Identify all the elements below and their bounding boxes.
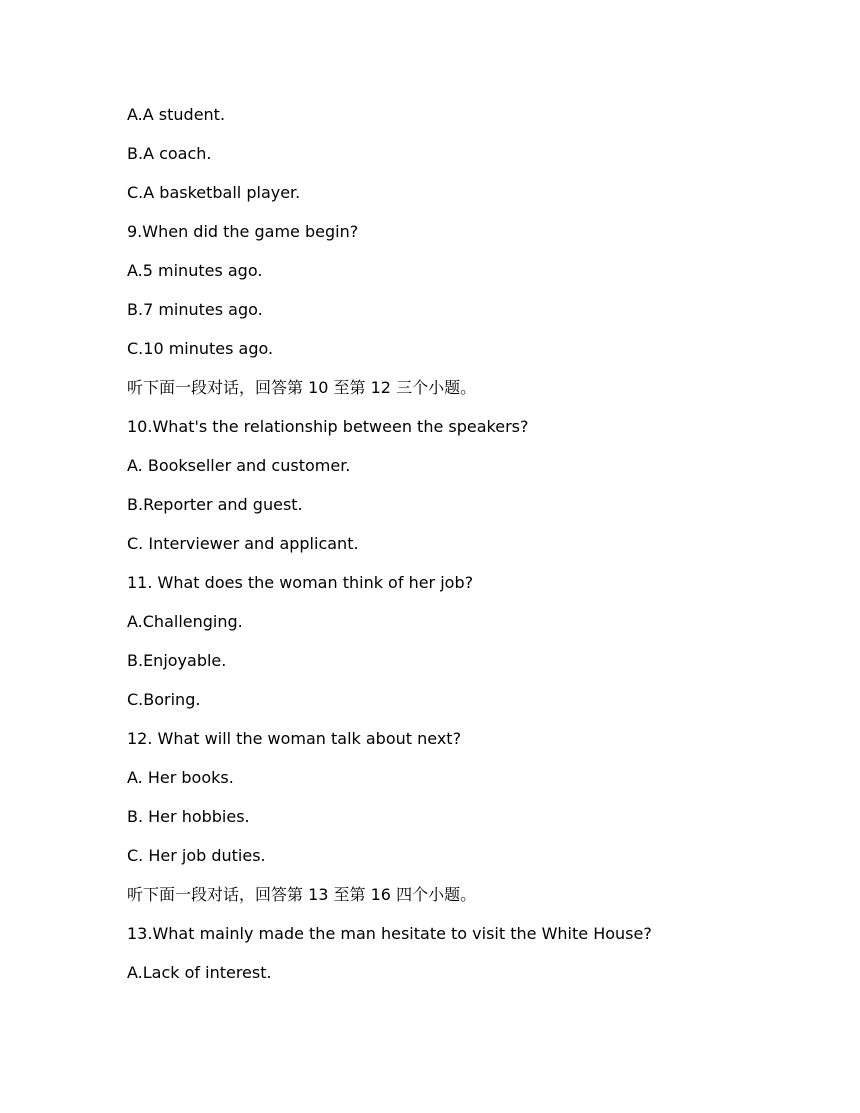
option-13a: A.Lack of interest. (127, 963, 272, 982)
section-instruction-13-16: 听下面一段对话，回答第 13 至第 16 四个小题。 (127, 885, 477, 904)
option-9c: C.10 minutes ago. (127, 339, 274, 358)
question-10: 10.What's the relationship between the speakers? (127, 417, 529, 436)
option-8c: C.A basketball player. (127, 183, 301, 202)
question-13: 13.What mainly made the man hesitate to visit the White House? (127, 924, 652, 943)
question-9: 9.When did the game begin? (127, 222, 359, 241)
option-10c: C. Interviewer and applicant. (127, 534, 359, 553)
question-11: 11. What does the woman think of her job? (127, 573, 474, 592)
question-12: 12. What will the woman talk about next? (127, 729, 462, 748)
section-instruction-10-12: 听下面一段对话，回答第 10 至第 12 三个小题。 (127, 378, 477, 397)
option-11a: A.Challenging. (127, 612, 243, 631)
option-11c: C.Boring. (127, 690, 201, 709)
option-12b: B. Her hobbies. (127, 807, 250, 826)
option-8b: B.A coach. (127, 144, 212, 163)
option-9b: B.7 minutes ago. (127, 300, 263, 319)
option-9a: A.5 minutes ago. (127, 261, 263, 280)
option-10a: A. Bookseller and customer. (127, 456, 351, 475)
option-8a: A.A student. (127, 105, 226, 124)
option-12c: C. Her job duties. (127, 846, 266, 865)
option-12a: A. Her books. (127, 768, 234, 787)
question-list (127, 104, 827, 1001)
option-10b: B.Reporter and guest. (127, 495, 303, 514)
option-11b: B.Enjoyable. (127, 651, 227, 670)
